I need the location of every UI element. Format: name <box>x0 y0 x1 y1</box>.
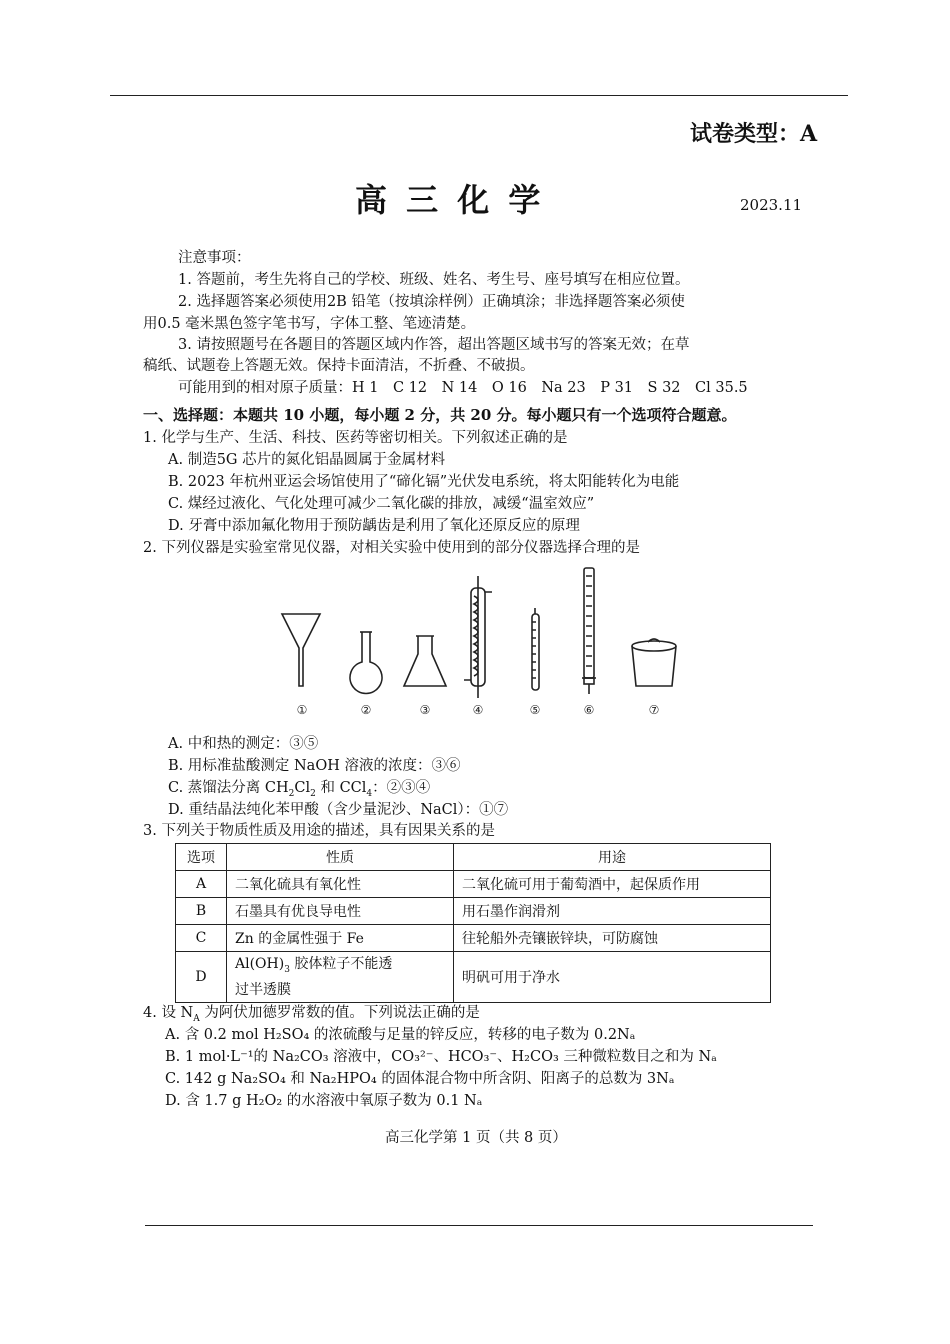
table-row <box>176 952 771 1003</box>
apparatus-label: ① <box>296 703 308 717</box>
q2-stem: 2. 下列仪器是实验室常见仪器，对相关实验中使用到的部分仪器选择合理的是 <box>143 540 640 556</box>
option-cell: A <box>176 871 227 898</box>
q4-option-d: D. 含 1.7 g H₂O₂ 的水溶液中氧原子数为 0.1 Nₐ <box>165 1093 483 1109</box>
notice-item-2-line-1: 2. 选择题答案必须使用2B 铅笔（按填涂样例）正确填涂；非选择题答案必须使 <box>178 294 685 310</box>
conical-flask-icon <box>404 636 446 686</box>
q4-option-a: A. 含 0.2 mol H₂SO₄ 的浓硫酸与足量的锌反应，转移的电子数为 0.2Nₐ <box>165 1027 636 1043</box>
notice-item-3-line-2: 稿纸、试题卷上答题无效。保持卡面清洁，不折叠、不破损。 <box>143 358 535 374</box>
q2-option-c: C. 蒸馏法分离 $CH_2Cl_2$ 和 CCl$_4$：②③④ <box>168 780 431 799</box>
table-header-row <box>176 844 771 871</box>
condenser-icon <box>464 576 492 698</box>
apparatus-label: ② <box>360 703 372 717</box>
page-footer: 高三化学第 1 页（共 8 页） <box>385 1130 567 1146</box>
q1-option-b: B. 2023 年杭州亚运会场馆使用了“碲化镉”光伏发电系统，将太阳能转化为电能 <box>168 474 680 490</box>
property-cell: Zn 的金属性强于 Fe <box>227 925 454 952</box>
apparatus-label: ④ <box>472 703 484 717</box>
crucible-icon <box>632 639 676 686</box>
column-header: 性质 <box>227 844 454 871</box>
paper-type: 试卷类型：A <box>690 121 818 147</box>
table-row <box>176 898 771 925</box>
section-heading: 一、选择题：本题共 10 小题，每小题 2 分，共 20 分。每小题只有一个选项符合题意。 <box>143 406 737 424</box>
use-cell: 明矾可用于净水 <box>454 952 771 1003</box>
property-cell: 石墨具有优良导电性 <box>227 898 454 925</box>
apparatus-label: ⑦ <box>648 703 660 717</box>
option-cell: C <box>176 925 227 952</box>
q2-option-d: D. 重结晶法纯化苯甲酸（含少量泥沙、NaCl）：①⑦ <box>168 802 509 818</box>
notice-heading: 注意事项： <box>178 250 251 266</box>
option-cell: D <box>176 952 227 1003</box>
q4-option-b: B. 1 mol·L⁻¹的 Na₂CO₃ 溶液中，CO₃²⁻、HCO₃⁻、H₂CO₃ 三种微粒数目之和为 Nₐ <box>165 1049 717 1065</box>
q1-option-a: A. 制造5G 芯片的氮化铝晶圆属于金属材料 <box>168 452 446 468</box>
funnel-icon <box>282 614 320 686</box>
use-cell: 用石墨作润滑剂 <box>454 898 771 925</box>
q4-option-c: C. 142 g Na₂SO₄ 和 Na₂HPO₄ 的固体混合物中所含阴、阳离子的总数为 3Nₐ <box>165 1071 675 1087</box>
notice-item-2-line-2: 用0.5 毫米黑色签字笔书写，字体工整、笔迹清楚。 <box>143 316 476 332</box>
q1-stem: 1. 化学与生产、生活、科技、医药等密切相关。下列叙述正确的是 <box>143 430 568 446</box>
q2-option-b: B. 用标准盐酸测定 NaOH 溶液的浓度：③⑥ <box>168 758 461 774</box>
q3-table <box>175 843 771 1003</box>
thermometer-icon <box>532 608 539 690</box>
burette-icon <box>582 568 596 694</box>
property-cell: 二氧化硫具有氧化性 <box>227 871 454 898</box>
apparatus-label: ③ <box>419 703 431 717</box>
apparatus-label: ⑥ <box>583 703 595 717</box>
apparatus-label: ⑤ <box>529 703 541 717</box>
page-title: 高 三 化 学 <box>355 181 545 219</box>
lab-apparatus-figure <box>270 562 710 722</box>
atomic-masses: 可能用到的相对原子质量：H 1 C 12 N 14 O 16 Na 23 P 31 S 32 Cl 35.5 <box>178 380 748 396</box>
q3-stem: 3. 下列关于物质性质及用途的描述，具有因果关系的是 <box>143 823 495 839</box>
top-rule <box>110 95 848 96</box>
column-header: 选项 <box>176 844 227 871</box>
notice-item-3-line-1: 3. 请按照题号在各题目的答题区域内作答，超出答题区域书写的答案无效；在草 <box>178 337 690 353</box>
use-cell: 往轮船外壳镶嵌锌块，可防腐蚀 <box>454 925 771 952</box>
notice-item-1: 1. 答题前，考生先将自己的学校、班级、姓名、考生号、座号填写在相应位置。 <box>178 272 690 288</box>
use-cell: 二氧化硫可用于葡萄酒中，起保质作用 <box>454 871 771 898</box>
q1-option-d: D. 牙膏中添加氟化物用于预防龋齿是利用了氧化还原反应的原理 <box>168 518 580 534</box>
q1-option-c: C. 煤经过液化、气化处理可减少二氧化碳的排放，减缓“温室效应” <box>168 496 595 512</box>
q4-stem: 4. 设 $N_A$ 为阿伏加德罗常数的值。下列说法正确的是 <box>143 1005 480 1024</box>
exam-date: 2023.11 <box>740 196 803 214</box>
bottom-rule <box>145 1225 813 1226</box>
flask-icon <box>350 632 382 693</box>
q2-option-a: A. 中和热的测定：③⑤ <box>168 736 319 752</box>
option-cell: B <box>176 898 227 925</box>
column-header: 用途 <box>454 844 771 871</box>
table-row <box>176 871 771 898</box>
table-row <box>176 925 771 952</box>
property-cell: $Al(OH)_3$ 胶体粒子不能透 过半透膜 <box>227 952 454 1003</box>
